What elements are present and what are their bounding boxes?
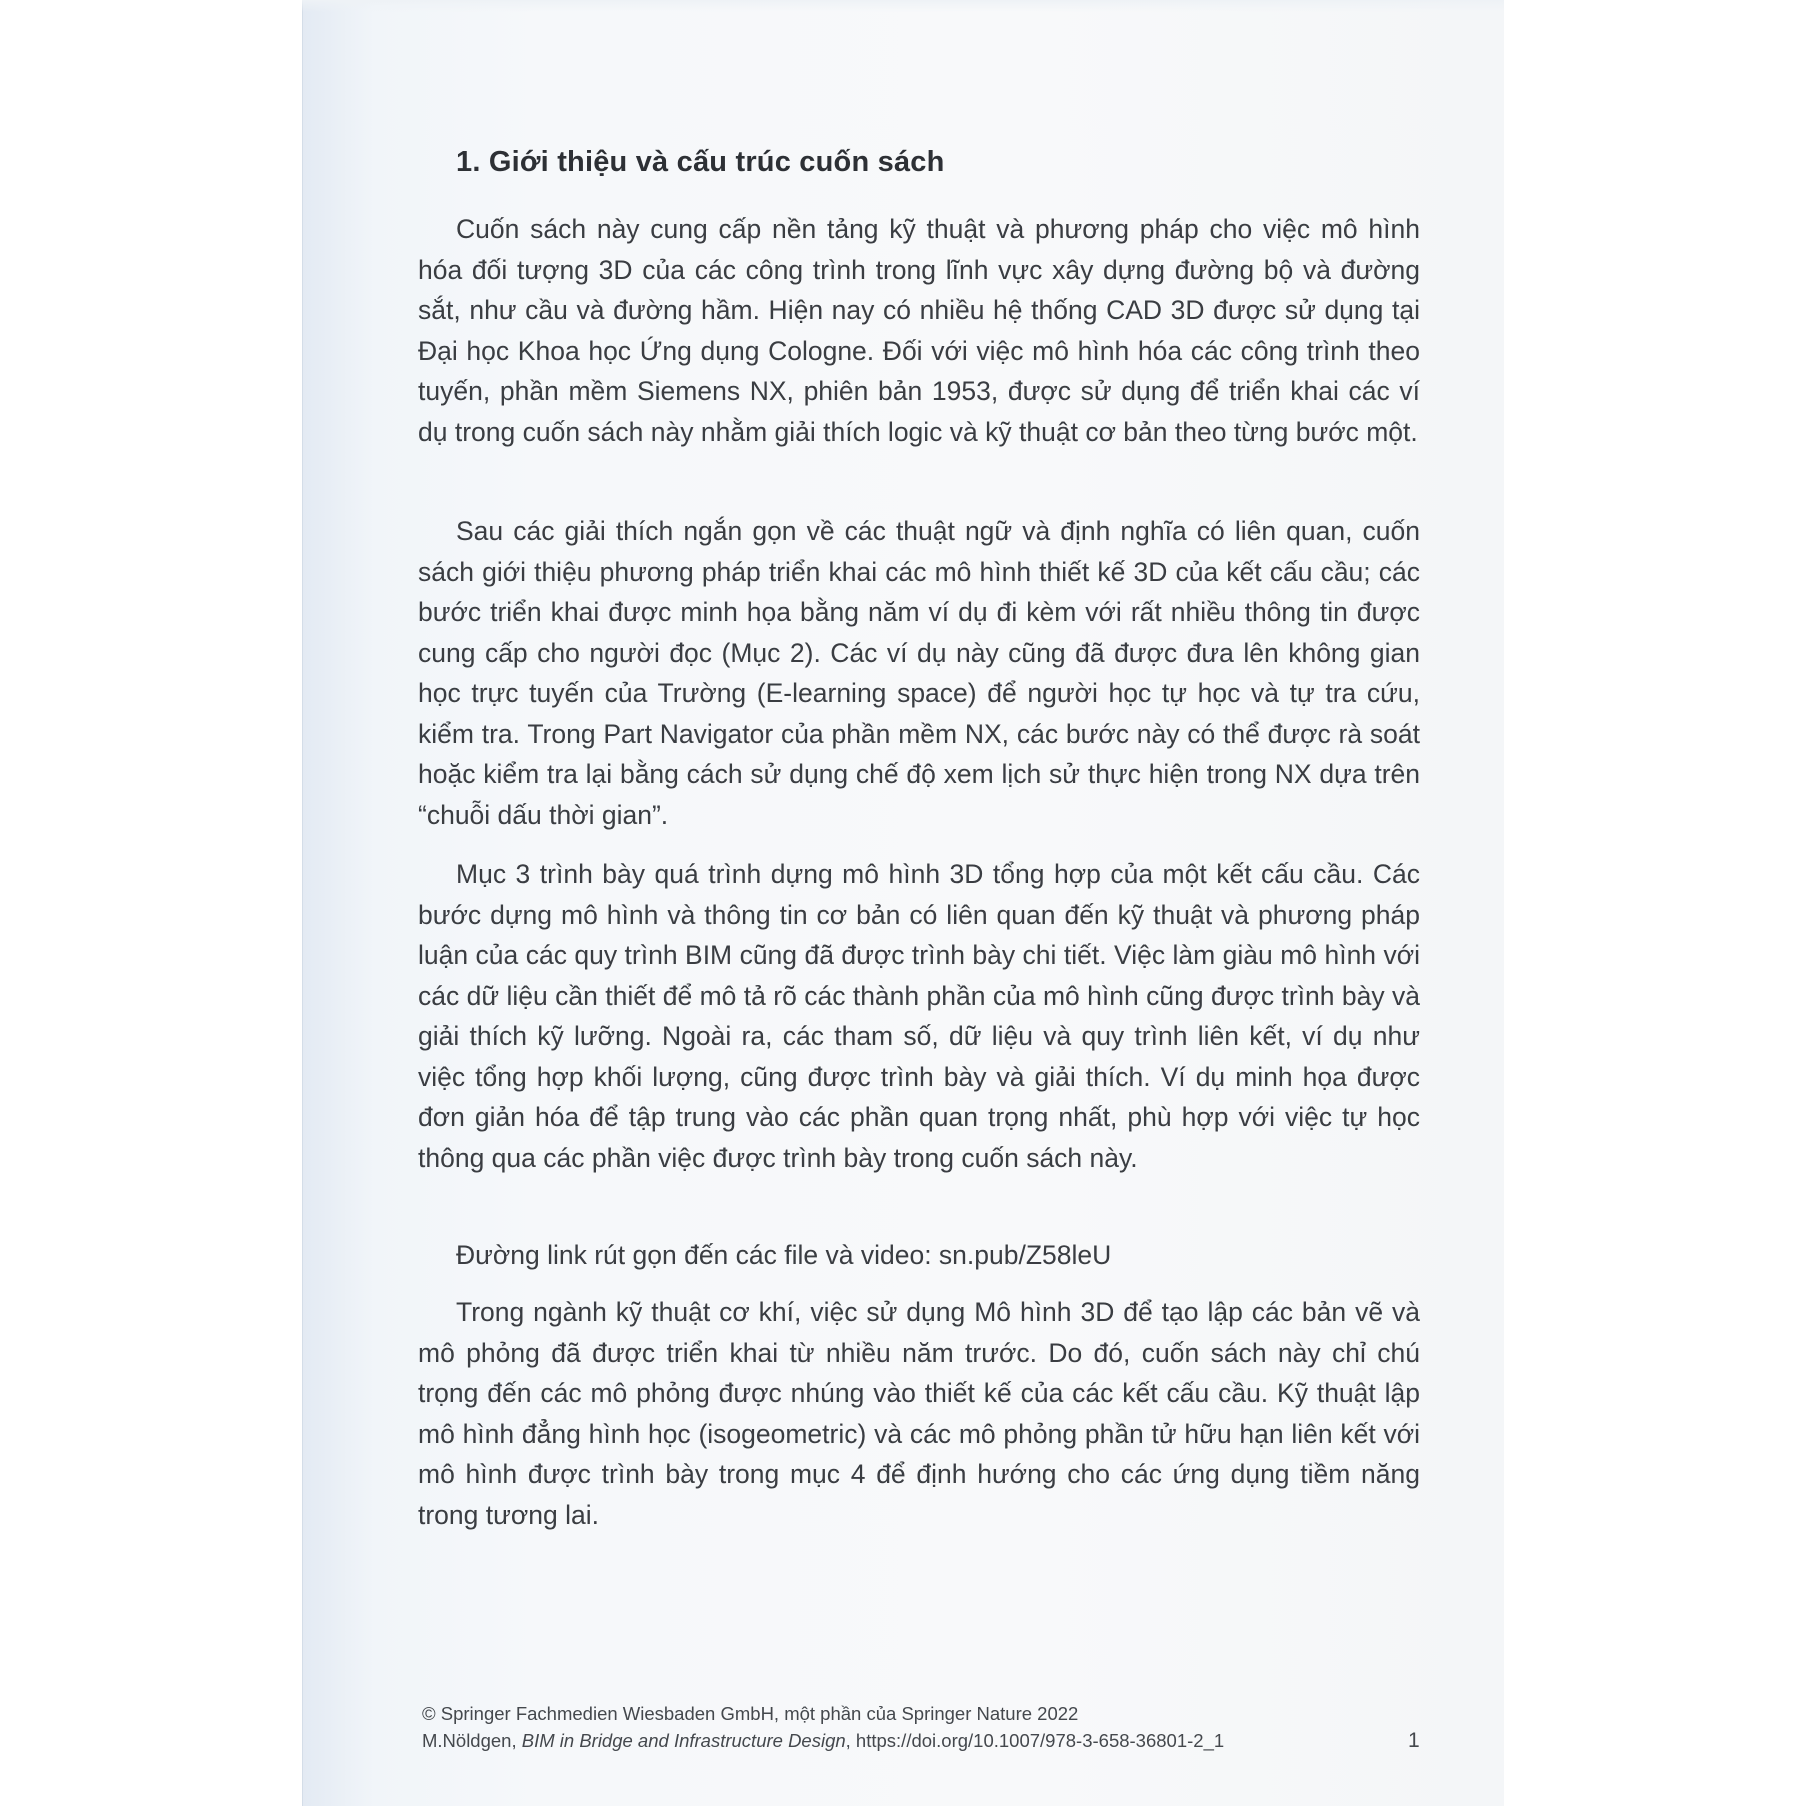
citation-author: M.Nöldgen,	[422, 1730, 522, 1751]
paragraph-section-2: Sau các giải thích ngắn gọn về các thuật ngữ và định nghĩa có liên quan, cuốn sách giới thiệu phương pháp triển khai các mô hình thiết kế 3D của kết cấu cầu; các bước triển khai được minh họa bằng năm ví dụ đi kèm với rất nhiều thông tin được cung cấp cho người đọc (Mục 2). Các ví dụ này cũng đã được đưa lên không gian học trực tuyến của Trường (E-learning space) để người học tự học và tự tra cứu, kiểm tra. Trong Part Navigator của phần mềm NX, các bước này có thể được rà soát hoặc kiểm tra lại bằng cách sử dụng chế độ xem lịch sử thực hiện trong NX dựa trên “chuỗi dấu thời gian”.	[418, 516, 1420, 830]
page-top-shadow	[302, 0, 1504, 12]
paragraph-section-3: Mục 3 trình bày quá trình dựng mô hình 3D tổng hợp của một kết cấu cầu. Các bước dựng mô hình và thông tin cơ bản có liên quan đến kỹ thuật và phương pháp luận của các quy trình BIM cũng đã được trình bày chi tiết. Việc làm giàu mô hình với các dữ liệu cần thiết để mô tả rõ các thành phần của mô hình cũng được trình bày và giải thích kỹ lưỡng. Ngoài ra, các tham số, dữ liệu và quy trình liên kết, ví dụ như việc tổng hợp khối lượng, cũng được trình bày và giải thích. Ví dụ minh họa được đơn giản hóa để tập trung vào các phần quan trọng nhất, phù hợp với việc tự học thông qua các phần việc được trình bày trong cuốn sách này.	[418, 859, 1420, 1173]
citation-book-title: BIM in Bridge and Infrastructure Design	[521, 1730, 846, 1751]
short-link-line: Đường link rút gọn đến các file và video: sn.pub/Z58leU	[456, 1240, 1112, 1270]
paragraph-section-4: Trong ngành kỹ thuật cơ khí, việc sử dụng Mô hình 3D để tạo lập các bản vẽ và mô phỏng đã được triển khai từ nhiều năm trước. Do đó, cuốn sách này chỉ chú trọng đến các mô phỏng được nhúng vào thiết kế của các kết cấu cầu. Kỹ thuật lập mô hình đẳng hình học (isogeometric) và các mô phỏng phần tử hữu hạn liên kết với mô hình được trình bày trong mục 4 để định hướng cho các ứng dụng tiềm năng trong tương lai.	[418, 1297, 1420, 1530]
citation-doi: , https://doi.org/10.1007/978-3-658-36801-2_1	[845, 1730, 1225, 1751]
citation-line	[422, 1727, 1224, 1754]
chapter-heading: 1. Giới thiệu và cấu trúc cuốn sách	[456, 146, 945, 178]
paragraph-intro: Cuốn sách này cung cấp nền tảng kỹ thuật và phương pháp cho việc mô hình hóa đối tượng 3D của các công trình trong lĩnh vực xây dựng đường bộ và đường sắt, như cầu và đường hầm. Hiện nay có nhiều hệ thống CAD 3D được sử dụng tại Đại học Khoa học Ứng dụng Cologne. Đối với việc mô hình hóa các công trình theo tuyến, phần mềm Siemens NX, phiên bản 1953, được sử dụng để triển khai các ví dụ trong cuốn sách này nhằm giải thích logic và kỹ thuật cơ bản theo từng bước một.	[418, 214, 1420, 447]
copyright-line: © Springer Fachmedien Wiesbaden GmbH, một phần của Springer Nature 2022	[422, 1703, 1079, 1724]
page-footer	[422, 1700, 1224, 1754]
left-margin	[0, 0, 302, 1806]
page-number: 1	[1408, 1729, 1420, 1752]
